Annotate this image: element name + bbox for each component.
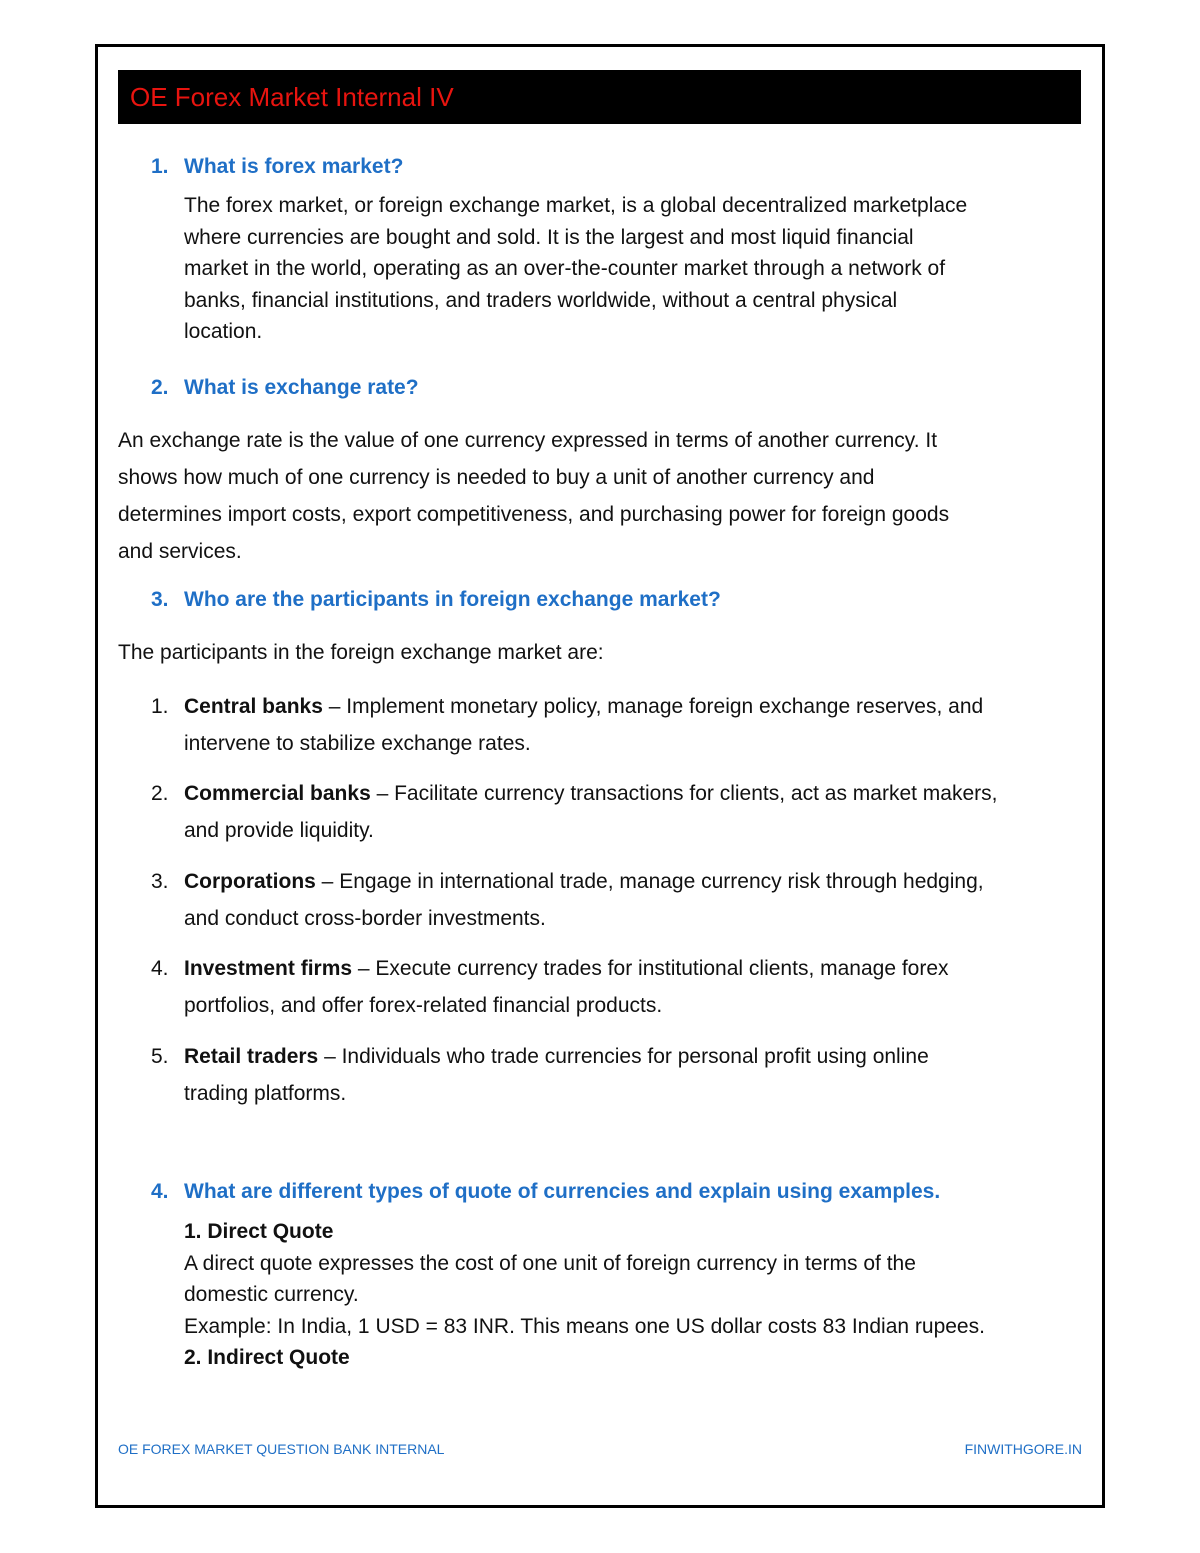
participant-desc: – Engage in international trade, manage currency risk through hedging, [315,870,984,893]
participant-number: 5. [151,1045,169,1068]
answer-line: A direct quote expresses the cost of one unit of foreign currency in terms of the [184,1251,916,1275]
question-3-number: 3. [151,588,169,611]
participant-item [151,863,984,937]
answer-line: determines import costs, export competitiveness, and purchasing power for foreign goods [118,503,950,526]
question-2-number: 2. [151,376,169,399]
participant-number: 4. [151,957,169,980]
answer-line: The forex market, or foreign exchange market, is a global decentralized marketplace [184,194,968,217]
direct-quote-title: 1. Direct Quote [184,1220,334,1243]
participant-item [151,1038,929,1112]
participant-item [151,775,998,849]
participant-desc-cont: trading platforms. [184,1082,347,1105]
answer-line: market in the world, operating as an over-the-counter market through a network of [184,257,946,280]
question-1-text: What is forex market? [184,155,404,178]
participant-desc-cont: portfolios, and offer forex-related financial products. [184,994,663,1017]
answer-line: Example: In India, 1 USD = 83 INR. This means one US dollar costs 83 Indian rupees. [184,1314,985,1338]
question-2-answer [118,422,949,570]
question-4-heading [151,1180,941,1204]
participant-item [151,950,949,1024]
participant-desc-cont: and conduct cross-border investments. [184,907,546,930]
question-1-heading [151,155,404,179]
participant-desc: – Facilitate currency transactions for clients, act as market makers, [370,782,998,805]
question-4-answer [184,1216,985,1374]
participant-desc-cont: and provide liquidity. [184,819,374,842]
footer-right-text: FINWITHGORE.IN [964,1441,1082,1457]
answer-line: shows how much of one currency is needed to buy a unit of another currency and [118,466,875,489]
question-1-answer [184,190,967,348]
participant-number: 1. [151,695,169,718]
participant-number: 2. [151,782,169,805]
answer-line: location. [184,320,263,343]
question-2-heading [151,376,419,400]
page-title: OE Forex Market Internal IV [118,70,1081,124]
participant-desc-cont: intervene to stabilize exchange rates. [184,732,531,755]
question-1-number: 1. [151,155,169,178]
question-4-number: 4. [151,1180,169,1203]
question-3-text: Who are the participants in foreign exchange market? [184,588,721,611]
participant-desc: – Individuals who trade currencies for personal profit using online [318,1045,929,1068]
participant-number: 3. [151,870,169,893]
question-4-text: What are different types of quote of currencies and explain using examples. [184,1180,941,1203]
participant-term: Commercial banks [184,782,371,805]
participant-term: Corporations [184,870,316,893]
participants-intro: The participants in the foreign exchange market are: [118,641,604,664]
participant-desc: – Implement monetary policy, manage foreign exchange reserves, and [322,695,984,718]
footer-left-text: OE FOREX MARKET QUESTION BANK INTERNAL [118,1441,445,1457]
answer-line: and services. [118,540,242,563]
answer-line: banks, financial institutions, and traders worldwide, without a central physical [184,288,898,312]
participant-term: Investment firms [184,957,353,980]
participant-term: Central banks [184,695,323,718]
question-3-heading [151,588,721,612]
participant-desc: – Execute currency trades for institutional clients, manage forex [352,957,949,980]
participant-term: Retail traders [184,1045,319,1068]
question-2-text: What is exchange rate? [184,376,419,399]
answer-line: An exchange rate is the value of one currency expressed in terms of another currency. It [118,429,938,452]
indirect-quote-title: 2. Indirect Quote [184,1346,350,1369]
answer-line: where currencies are bought and sold. It is the largest and most liquid financial [184,225,914,249]
participant-item [151,688,984,762]
answer-line: domestic currency. [184,1283,359,1306]
